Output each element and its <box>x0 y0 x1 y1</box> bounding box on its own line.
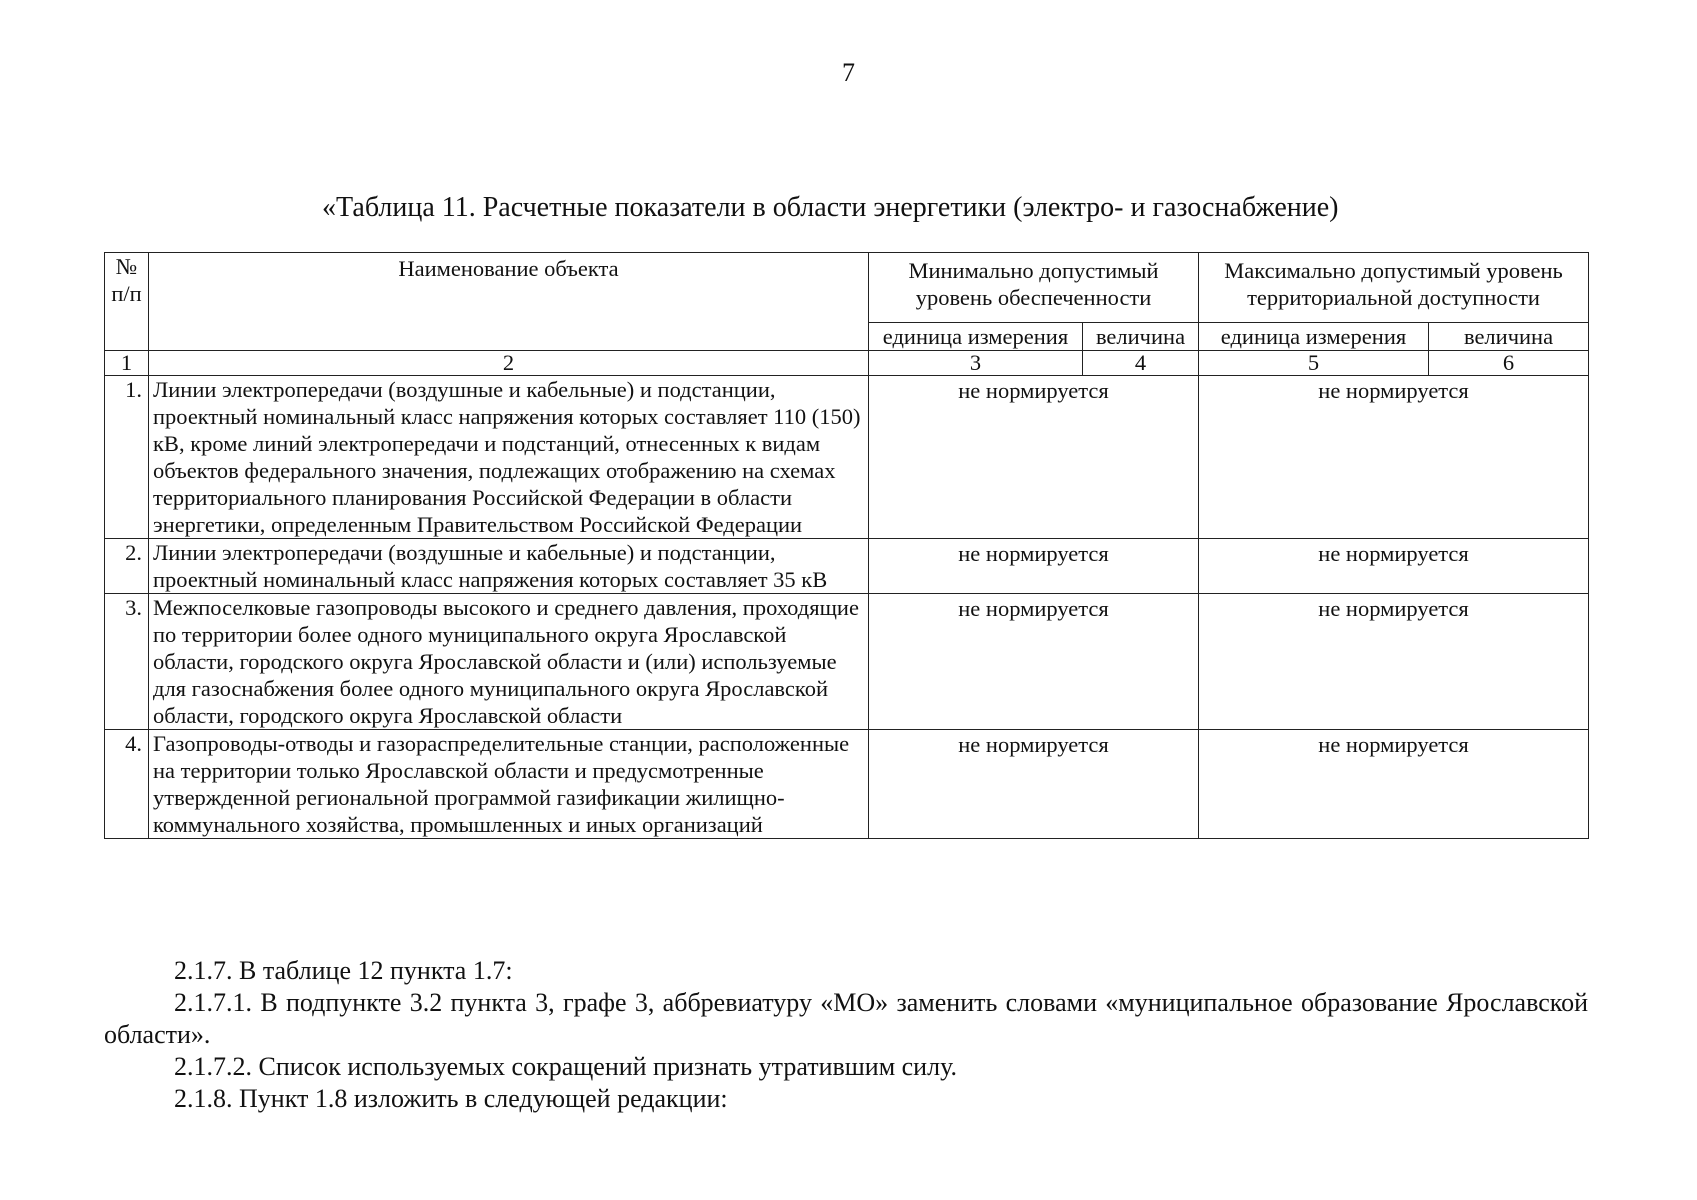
body-text <box>104 955 1588 1115</box>
column-index-row <box>105 351 1589 376</box>
column-index: 6 <box>1429 351 1589 376</box>
column-index: 3 <box>869 351 1083 376</box>
row-object-name: Линии электропередачи (воздушные и кабельные) и подстанции, проектный номинальный класс напряжения которых составляет 35 кВ <box>149 539 869 594</box>
header-num: № п/п <box>105 253 149 351</box>
paragraph: 2.1.8. Пункт 1.8 изложить в следующей редакции: <box>174 1084 728 1113</box>
column-index: 4 <box>1083 351 1199 376</box>
table-row <box>105 730 1589 839</box>
row-number: 2. <box>105 539 149 594</box>
row-number: 1. <box>105 376 149 539</box>
paragraph: 2.1.7. В таблице 12 пункта 1.7: <box>174 956 513 985</box>
row-min-value: не нормируется <box>869 539 1199 594</box>
row-object-name: Газопроводы-отводы и газораспределительные станции, расположенные на территории только Ярославской области и предусмотренные утвержденной региональной программой газификации жилищно-коммунального хозяйства, промышленных и иных организаций <box>149 730 869 839</box>
page-number: 7 <box>842 58 855 87</box>
header-min-unit: единица измерения <box>869 323 1083 351</box>
header-object-name: Наименование объекта <box>149 253 869 351</box>
row-number: 3. <box>105 594 149 730</box>
row-max-value: не нормируется <box>1199 539 1589 594</box>
row-object-name: Линии электропередачи (воздушные и кабельные) и подстанции, проектный номинальный класс напряжения которых составляет 110 (150) кВ, кроме линий электропередачи и подстанций, отнесенных к видам объектов федерального значения, подлежащих отображению на схемах территориального планирования Российской Федерации в области энергетики, определенным Правительством Российской Федерации <box>149 376 869 539</box>
energy-indicators-table <box>104 252 1589 839</box>
table-row <box>105 376 1589 539</box>
row-max-value: не нормируется <box>1199 730 1589 839</box>
row-min-value: не нормируется <box>869 730 1199 839</box>
table-header-row <box>105 253 1589 323</box>
table-title: «Таблица 11. Расчетные показатели в области энергетики (электро- и газоснабжение) <box>322 192 1339 223</box>
column-index: 5 <box>1199 351 1429 376</box>
row-min-value: не нормируется <box>869 594 1199 730</box>
row-number: 4. <box>105 730 149 839</box>
row-max-value: не нормируется <box>1199 594 1589 730</box>
table-row <box>105 594 1589 730</box>
row-object-name: Межпоселковые газопроводы высокого и среднего давления, проходящие по территории более одного муниципального округа Ярославской области, городского округа Ярославской области и (или) используемые для газоснабжения более одного муниципального округа Ярославской области, городского округа Ярославской области <box>149 594 869 730</box>
row-max-value: не нормируется <box>1199 376 1589 539</box>
header-max-value: величина <box>1429 323 1589 351</box>
header-min-value: величина <box>1083 323 1199 351</box>
header-max-level: Максимально допустимый уровень территориальной доступности <box>1199 253 1589 323</box>
header-max-unit: единица измерения <box>1199 323 1429 351</box>
table-row <box>105 539 1589 594</box>
column-index: 2 <box>149 351 869 376</box>
column-index: 1 <box>105 351 149 376</box>
paragraph: 2.1.7.2. Список используемых сокращений признать утратившим силу. <box>174 1052 957 1081</box>
paragraph: 2.1.7.1. В подпункте 3.2 пункта 3, графе 3, аббревиатуру «МО» заменить словами «муниципальное образование Ярославской области». <box>104 988 1588 1049</box>
header-min-level: Минимально допустимый уровень обеспеченности <box>869 253 1199 323</box>
row-min-value: не нормируется <box>869 376 1199 539</box>
